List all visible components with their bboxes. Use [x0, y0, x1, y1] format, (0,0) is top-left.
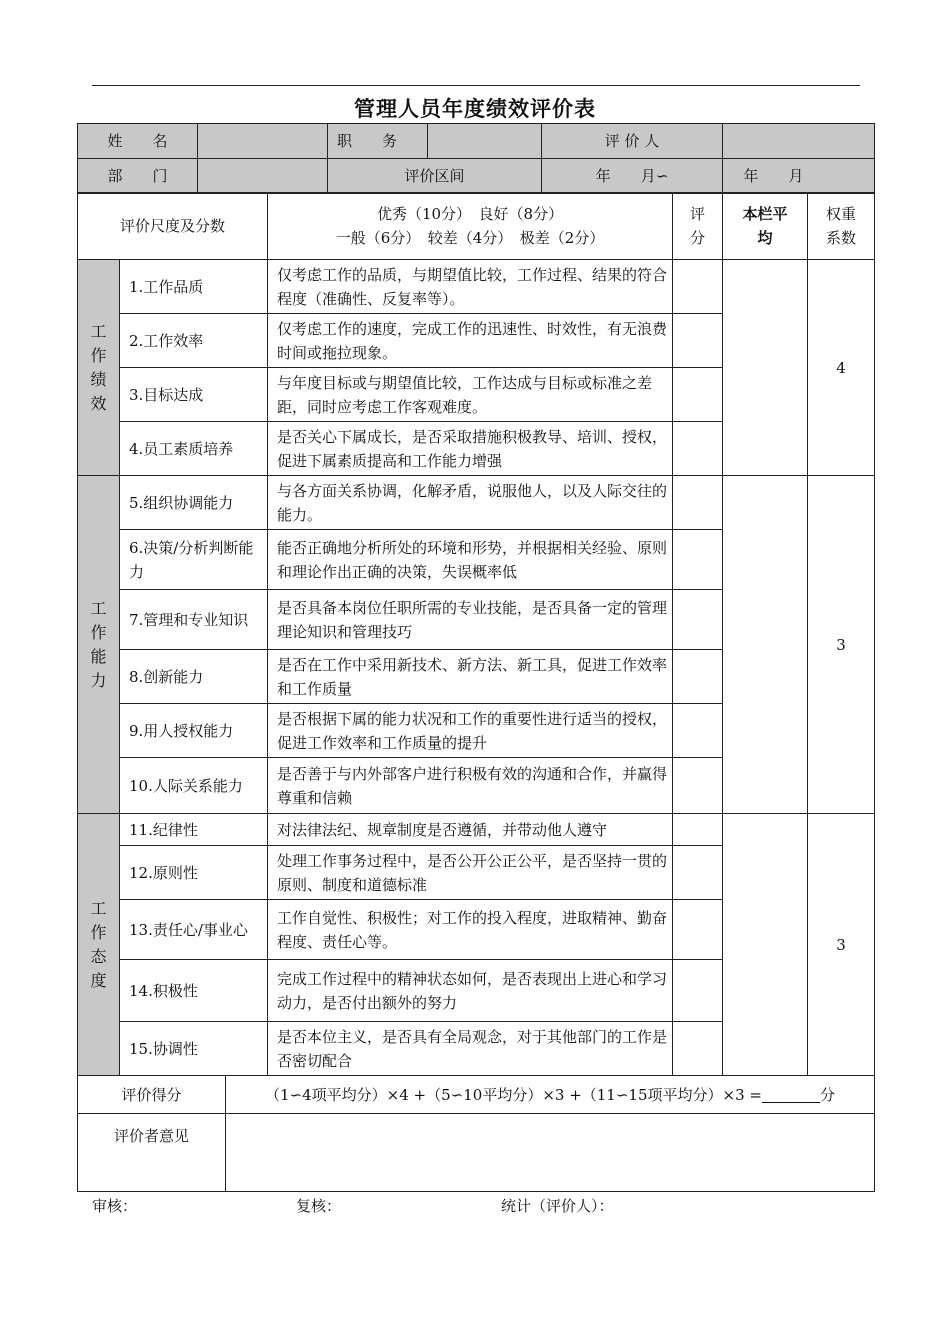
scale-line-2: 一般（6分） 较差（4分） 极差（2分）	[335, 229, 605, 247]
category-ability: 工 作 能 力	[78, 476, 120, 814]
item-name: 7.管理和专业知识	[120, 590, 268, 650]
weight-col-header: 权重系数	[808, 193, 875, 260]
dept-label: 部 门	[78, 159, 198, 194]
score-cell[interactable]	[673, 530, 723, 590]
item-name: 5.组织协调能力	[120, 476, 268, 530]
review-signature: 审核：	[92, 1197, 138, 1215]
score-cell[interactable]	[673, 368, 723, 422]
item-desc: 对法律法纪、规章制度是否遵循，并带动他人遵守	[268, 814, 673, 846]
item-name: 8.创新能力	[120, 650, 268, 704]
item-name: 13.责任心/事业心	[120, 900, 268, 960]
item-desc: 完成工作过程中的精神状态如何，是否表现出上进心和学习动力，是否付出额外的努力	[268, 960, 673, 1022]
item-name: 4.员工素质培养	[120, 422, 268, 476]
score-cell[interactable]	[673, 314, 723, 368]
item-desc: 是否本位主义，是否具有全局观念，对于其他部门的工作是否密切配合	[268, 1022, 673, 1076]
item-desc: 仅考虑工作的品质，与期望值比较，工作过程、结果的符合程度（准确性、反复率等）。	[268, 260, 673, 314]
score-cell[interactable]	[673, 758, 723, 814]
item-desc: 处理工作事务过程中，是否公开公正公平，是否坚持一贯的原则、制度和道德标准	[268, 846, 673, 900]
top-rule	[92, 85, 860, 86]
score-cell[interactable]	[673, 846, 723, 900]
recheck-signature: 复核：	[296, 1197, 342, 1215]
avg-col-header: 本栏平均	[723, 193, 808, 260]
dept-field[interactable]	[198, 159, 328, 194]
item-name: 15.协调性	[120, 1022, 268, 1076]
item-name: 12.原则性	[120, 846, 268, 900]
category-performance: 工 作 绩 效	[78, 260, 120, 476]
header-table	[77, 123, 875, 194]
score-col-header: 评分	[673, 193, 723, 260]
period-label: 评价区间	[328, 159, 542, 194]
item-name: 14.积极性	[120, 960, 268, 1022]
period-from[interactable]: 年 月∽	[542, 159, 723, 194]
item-desc: 工作自觉性、积极性；对工作的投入程度，进取精神、勤奋程度、责任心等。	[268, 900, 673, 960]
form-title: 管理人员年度绩效评价表	[354, 97, 596, 121]
scale-label: 评价尺度及分数	[78, 193, 268, 260]
table-row	[78, 476, 875, 530]
item-name: 11.纪律性	[120, 814, 268, 846]
evaluator-label: 评 价 人	[542, 124, 723, 159]
period-to[interactable]: 年 月	[723, 159, 875, 194]
score-cell[interactable]	[673, 590, 723, 650]
item-desc: 与年度目标或与期望值比较，工作达成与目标或标准之差距，同时应考虑工作客观难度。	[268, 368, 673, 422]
opinion-label: 评价者意见	[78, 1114, 226, 1192]
footer-table	[77, 1075, 875, 1192]
score-label: 评价得分	[78, 1076, 226, 1114]
evaluation-table	[77, 192, 875, 1076]
score-cell[interactable]	[673, 704, 723, 758]
score-cell[interactable]	[673, 1022, 723, 1076]
stat-signature: 统计（评价人）：	[501, 1197, 614, 1215]
item-desc: 是否具备本岗位任职所需的专业技能，是否具备一定的管理理论知识和管理技巧	[268, 590, 673, 650]
avg-cell[interactable]	[723, 260, 808, 476]
item-name: 1.工作品质	[120, 260, 268, 314]
score-cell[interactable]	[673, 476, 723, 530]
item-desc: 是否根据下属的能力状况和工作的重要性进行适当的授权，促进工作效率和工作质量的提升	[268, 704, 673, 758]
opinion-field[interactable]	[226, 1114, 875, 1192]
score-cell[interactable]	[673, 960, 723, 1022]
item-desc: 能否正确地分析所处的环境和形势，并根据相关经验、原则和理论作出正确的决策，失误概率低	[268, 530, 673, 590]
total-score-field[interactable]	[762, 1085, 820, 1103]
formula-text: （1∽4项平均分）×4 +（5∽10平均分）×3 +（11∽15项平均分）×3 =	[265, 1085, 762, 1104]
scale-text	[268, 193, 673, 260]
score-cell[interactable]	[673, 422, 723, 476]
table-row	[78, 814, 875, 846]
item-name: 6.决策/分析判断能力	[120, 530, 268, 590]
score-cell[interactable]	[673, 650, 723, 704]
item-desc: 是否关心下属成长，是否采取措施积极教导、培训、授权，促进下属素质提高和工作能力增强	[268, 422, 673, 476]
name-field[interactable]	[198, 124, 328, 159]
table-row	[78, 260, 875, 314]
item-name: 10.人际关系能力	[120, 758, 268, 814]
item-name: 2.工作效率	[120, 314, 268, 368]
score-cell[interactable]	[673, 900, 723, 960]
score-unit: 分	[819, 1085, 835, 1104]
avg-cell[interactable]	[723, 814, 808, 1076]
item-desc: 是否善于与内外部客户进行积极有效的沟通和合作，并赢得尊重和信赖	[268, 758, 673, 814]
score-cell[interactable]	[673, 814, 723, 846]
position-field[interactable]	[428, 124, 542, 159]
item-name: 3.目标达成	[120, 368, 268, 422]
item-desc: 仅考虑工作的速度，完成工作的迅速性、时效性，有无浪费时间或拖拉现象。	[268, 314, 673, 368]
evaluator-field[interactable]	[723, 124, 875, 159]
weight-cell: 4	[808, 260, 875, 476]
score-cell[interactable]	[673, 260, 723, 314]
item-desc: 与各方面关系协调，化解矛盾，说服他人，以及人际交往的能力。	[268, 476, 673, 530]
avg-cell[interactable]	[723, 476, 808, 814]
item-desc: 是否在工作中采用新技术、新方法、新工具，促进工作效率和工作质量	[268, 650, 673, 704]
score-formula	[226, 1076, 875, 1114]
scale-line-1: 优秀（10分） 良好（8分）	[376, 205, 564, 223]
category-attitude: 工 作 态 度	[78, 814, 120, 1076]
item-name: 9.用人授权能力	[120, 704, 268, 758]
name-label: 姓 名	[78, 124, 198, 159]
position-label: 职 务	[328, 124, 428, 159]
weight-cell: 3	[808, 814, 875, 1076]
weight-cell: 3	[808, 476, 875, 814]
